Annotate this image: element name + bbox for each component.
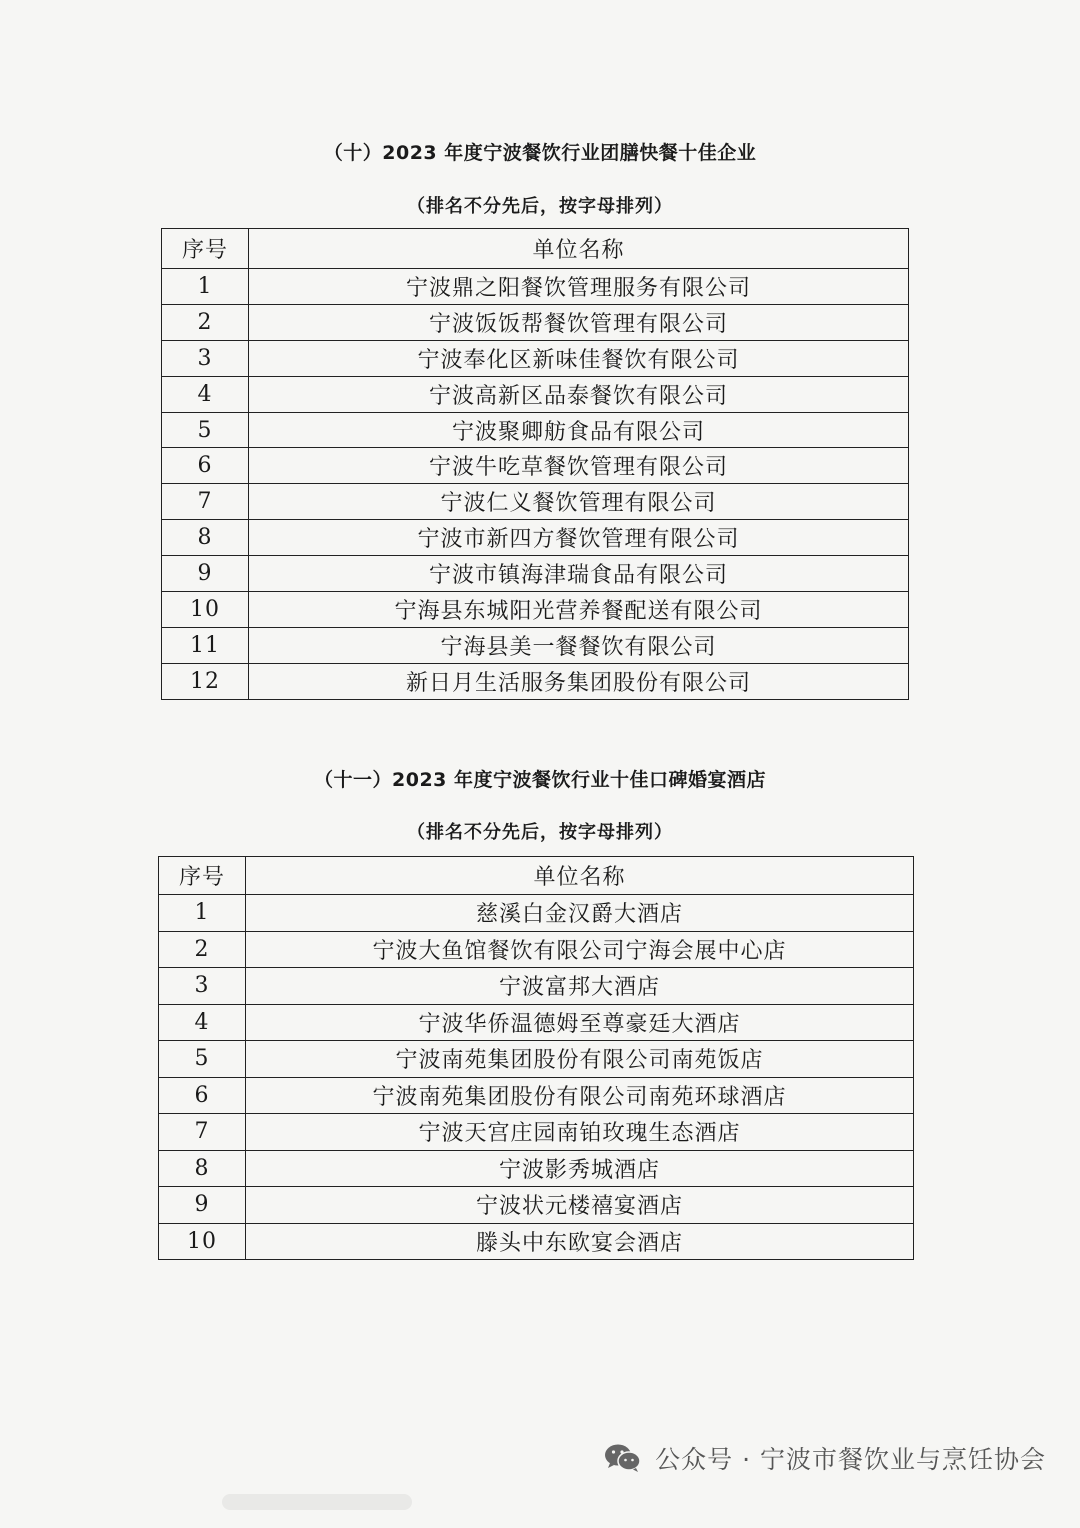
section-10-rows <box>162 269 909 700</box>
header-serial-number: 序号 <box>159 857 246 895</box>
serial-number-cell: 7 <box>162 484 249 520</box>
section-11-table <box>158 856 914 1260</box>
watermark <box>603 1438 1046 1478</box>
table-row <box>159 1077 914 1114</box>
serial-number-cell: 8 <box>162 520 249 556</box>
unit-name-cell: 宁波奉化区新味佳餐饮有限公司 <box>249 340 909 376</box>
header-unit-name: 单位名称 <box>246 857 914 895</box>
serial-number-cell: 9 <box>162 556 249 592</box>
table-header-row <box>162 229 909 269</box>
unit-name-cell: 宁波市新四方餐饮管理有限公司 <box>249 520 909 556</box>
watermark-text: 公众号 · 宁波市餐饮业与烹饪协会 <box>655 1445 1046 1474</box>
unit-name-cell: 宁波华侨温德姆至尊豪廷大酒店 <box>246 1004 914 1041</box>
unit-name-cell: 宁波状元楼禧宴酒店 <box>246 1187 914 1224</box>
table-row <box>162 484 909 520</box>
table-row <box>162 556 909 592</box>
section-11-title: （十一）2023 年度宁波餐饮行业十佳口碑婚宴酒店 <box>314 769 766 791</box>
serial-number-cell: 11 <box>162 627 249 663</box>
table-row <box>162 304 909 340</box>
unit-name-cell: 宁海县东城阳光营养餐配送有限公司 <box>249 592 909 628</box>
table-row <box>159 1223 914 1260</box>
table-row <box>162 592 909 628</box>
serial-number-cell: 4 <box>159 1004 246 1041</box>
serial-number-cell: 6 <box>159 1077 246 1114</box>
unit-name-cell: 宁波饭饭帮餐饮管理有限公司 <box>249 304 909 340</box>
unit-name-cell: 宁波天宫庄园南铂玫瑰生态酒店 <box>246 1114 914 1151</box>
unit-name-cell: 宁波南苑集团股份有限公司南苑饭店 <box>246 1041 914 1078</box>
serial-number-cell: 5 <box>159 1041 246 1078</box>
serial-number-cell: 5 <box>162 412 249 448</box>
serial-number-cell: 1 <box>159 895 246 932</box>
serial-number-cell: 10 <box>162 592 249 628</box>
table-row <box>159 1150 914 1187</box>
unit-name-cell: 宁波大鱼馆餐饮有限公司宁海会展中心店 <box>246 931 914 968</box>
table-row <box>159 895 914 932</box>
unit-name-cell: 宁海县美一餐餐饮有限公司 <box>249 627 909 663</box>
section-10-subtitle: （排名不分先后，按字母排列） <box>407 196 673 217</box>
table-row <box>159 968 914 1005</box>
unit-name-cell: 宁波鼎之阳餐饮管理服务有限公司 <box>249 269 909 305</box>
table-row <box>159 1004 914 1041</box>
serial-number-cell: 9 <box>159 1187 246 1224</box>
header-unit-name: 单位名称 <box>249 229 909 269</box>
unit-name-cell: 宁波市镇海津瑞食品有限公司 <box>249 556 909 592</box>
table-row <box>159 931 914 968</box>
unit-name-cell: 宁波聚卿舫食品有限公司 <box>249 412 909 448</box>
unit-name-cell: 宁波富邦大酒店 <box>246 968 914 1005</box>
table-row <box>162 376 909 412</box>
unit-name-cell: 慈溪白金汉爵大酒店 <box>246 895 914 932</box>
table-row <box>162 269 909 305</box>
header-serial-number: 序号 <box>162 229 249 269</box>
wechat-icon <box>603 1442 643 1474</box>
unit-name-cell: 宁波影秀城酒店 <box>246 1150 914 1187</box>
section-10-title: （十）2023 年度宁波餐饮行业团膳快餐十佳企业 <box>323 142 757 164</box>
table-row <box>159 1114 914 1151</box>
serial-number-cell: 4 <box>162 376 249 412</box>
serial-number-cell: 3 <box>159 968 246 1005</box>
serial-number-cell: 2 <box>159 931 246 968</box>
serial-number-cell: 6 <box>162 448 249 484</box>
serial-number-cell: 12 <box>162 663 249 699</box>
unit-name-cell: 新日月生活服务集团股份有限公司 <box>249 663 909 699</box>
unit-name-cell: 宁波南苑集团股份有限公司南苑环球酒店 <box>246 1077 914 1114</box>
table-row <box>162 412 909 448</box>
table-row <box>162 627 909 663</box>
serial-number-cell: 8 <box>159 1150 246 1187</box>
unit-name-cell: 宁波仁义餐饮管理有限公司 <box>249 484 909 520</box>
unit-name-cell: 宁波牛吃草餐饮管理有限公司 <box>249 448 909 484</box>
blurred-strip <box>222 1494 412 1510</box>
section-11-rows <box>159 895 914 1260</box>
serial-number-cell: 1 <box>162 269 249 305</box>
section-10-table <box>161 228 909 700</box>
section-11-subtitle: （排名不分先后，按字母排列） <box>407 822 673 843</box>
serial-number-cell: 3 <box>162 340 249 376</box>
table-row <box>159 1187 914 1224</box>
table-header-row <box>159 857 914 895</box>
serial-number-cell: 10 <box>159 1223 246 1260</box>
table-row <box>162 520 909 556</box>
serial-number-cell: 2 <box>162 304 249 340</box>
unit-name-cell: 滕头中东欧宴会酒店 <box>246 1223 914 1260</box>
table-row <box>162 340 909 376</box>
unit-name-cell: 宁波高新区品泰餐饮有限公司 <box>249 376 909 412</box>
serial-number-cell: 7 <box>159 1114 246 1151</box>
table-row <box>162 448 909 484</box>
table-row <box>162 663 909 699</box>
table-row <box>159 1041 914 1078</box>
